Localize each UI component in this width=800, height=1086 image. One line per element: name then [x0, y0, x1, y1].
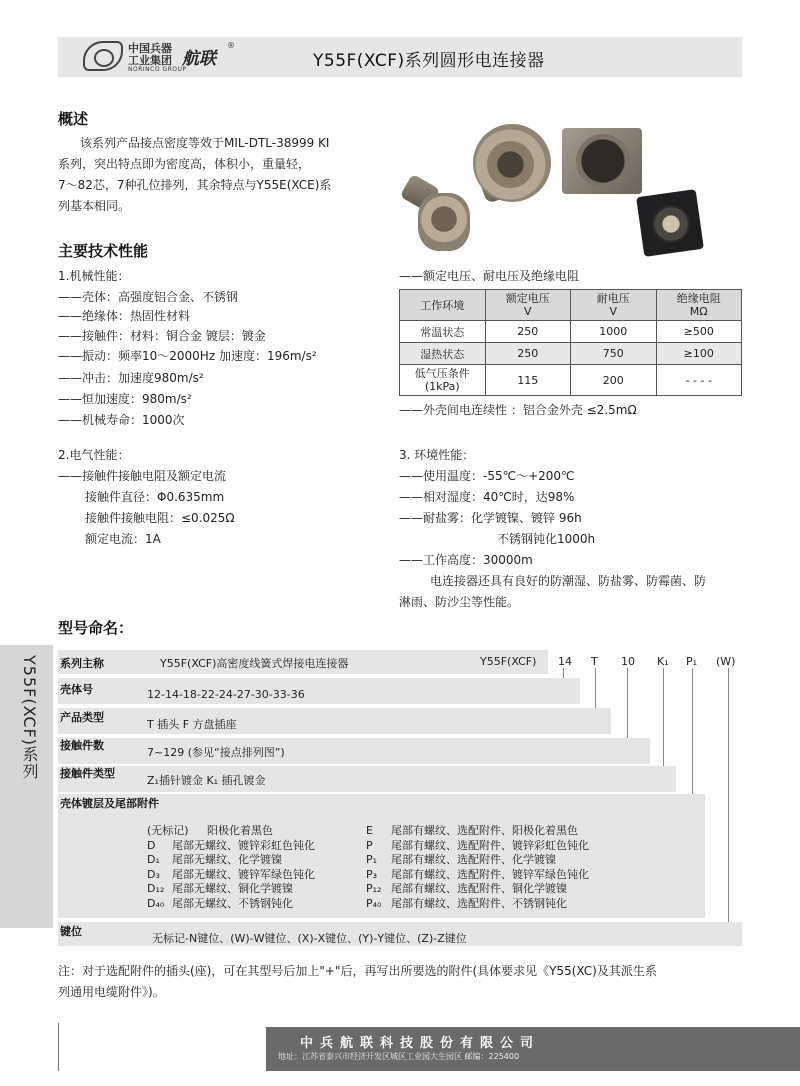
plating-desc: 尾部有螺纹、选配附件、铜化学镀镍	[391, 882, 567, 896]
naming-text: Y55F(XCF)高密度线簧式焊接电连接器	[160, 657, 349, 670]
plating-code: D₃	[147, 867, 160, 881]
naming-label: 接触件数	[60, 739, 104, 752]
plating-desc: 尾部有螺纹、选配附件、镀锌彩虹色钝化	[391, 838, 589, 852]
plating-code: D₁₂	[147, 882, 165, 896]
plating-desc: 尾部无螺纹、镀锌彩虹色钝化	[172, 838, 315, 852]
plating-desc: 尾部有螺纹、选配附件、化学镀镍	[391, 853, 556, 867]
connector-line	[595, 668, 596, 708]
mechanical-item: ——机械寿命：1000次	[58, 413, 185, 427]
environmental-note-line: 淋雨、防沙尘等性能。	[399, 595, 520, 609]
series-side-label: Y55F(XCF)系列	[20, 655, 39, 780]
table-cell: 低气压条件 (1kPa)	[400, 365, 486, 396]
mechanical-item: ——接触件：材料：铜合金 镀层：镀金	[58, 329, 266, 343]
overview-line-4: 列基本相同。	[58, 199, 131, 213]
mechanical-item: ——绝缘体：热固性材料	[58, 309, 191, 323]
connector-line	[663, 668, 664, 766]
plating-code: P₁	[366, 853, 378, 867]
connector-line	[728, 668, 729, 922]
plating-code: D₄₀	[147, 896, 165, 910]
table-cell: 115	[485, 365, 571, 396]
plating-desc: 尾部有螺纹、选配附件、阳极化着黑色	[391, 824, 578, 837]
table-row	[400, 343, 742, 365]
connector-photo-small-plug	[418, 193, 470, 251]
page-title: Y55F(XCF)系列圆形电连接器	[313, 51, 545, 71]
plating-code: D₁	[147, 853, 160, 867]
plating-desc: 尾部无螺纹、化学镀镍	[172, 853, 282, 867]
environmental-item: 不锈钢钝化1000h	[497, 532, 596, 546]
table-cell: 250	[485, 343, 571, 365]
environmental-note-line: 电连接器还具有良好的防潮湿、防盐雾、防霉菌、防	[430, 574, 707, 588]
code-part-key: (W)	[716, 655, 736, 668]
environmental-item: ——相对湿度：40℃时，达98%	[399, 490, 575, 504]
company-address: 地址：江苏省泰兴市经济开发区城区工业园大生园区 邮编：225400	[278, 1052, 520, 1061]
plating-code: P₁₂	[366, 882, 382, 896]
connector-photo-receptacle-face	[576, 134, 630, 188]
naming-row-bg	[58, 708, 611, 734]
plating-desc: 尾部有螺纹、选配附件、镀锌军绿色钝化	[391, 867, 589, 881]
company-name: 中兵航联科技股份有限公司	[300, 1036, 541, 1051]
code-part-plating: P₁	[686, 655, 698, 668]
plating-code: P₃	[366, 867, 378, 881]
specs-heading: 主要技术性能	[58, 242, 149, 260]
table-header: 耐电压 V	[571, 290, 657, 321]
shell-continuity: ——外壳间电连续性 ：铝合金外壳 ≤2.5mΩ	[399, 403, 637, 417]
connector-photo-plug	[473, 124, 551, 202]
table-header: 绝缘电阻 MΩ	[656, 290, 742, 321]
connector-line	[692, 668, 693, 794]
plating-list-right	[366, 824, 589, 912]
code-part-series: Y55F(XCF)	[480, 655, 537, 668]
footer-divider	[58, 1023, 59, 1071]
naming-label: 系列主称	[60, 657, 104, 670]
naming-text: 7~129 (参见“接点排列图”)	[147, 746, 285, 759]
table-row	[400, 321, 742, 343]
electrical-table	[399, 289, 742, 396]
table-cell: 750	[571, 343, 657, 365]
naming-text: 12-14-18-22-24-27-30-33-36	[147, 688, 305, 701]
naming-heading: 型号命名：	[58, 619, 134, 637]
naming-note-line: 列通用电缆附件》)。	[58, 985, 165, 999]
table-cell: 200	[571, 365, 657, 396]
table-caption: ——额定电压、耐电压及绝缘电阻	[399, 269, 580, 283]
electrical-item: 额定电流：1A	[85, 532, 161, 546]
code-part-contact-type: K₁	[657, 655, 669, 668]
naming-label: 壳体号	[60, 683, 93, 696]
plating-code: P₄₀	[366, 896, 382, 910]
table-cell: 250	[485, 321, 571, 343]
overview-heading: 概述	[58, 110, 89, 128]
overview-line-2: 系列，突出特点即为密度高，体积小，重量轻，	[58, 157, 311, 171]
naming-label: 产品类型	[60, 711, 104, 724]
table-cell: ≥500	[656, 321, 742, 343]
logo-cn-text: 中国兵器 工业集团	[128, 42, 172, 67]
plating-code: E	[366, 824, 373, 837]
naming-text: Z₁插针镀金 K₁ 插孔镀金	[147, 774, 266, 787]
brand-name: 航联	[182, 49, 216, 69]
naming-note-line: 注：对于选配附件的插头(座)，可在其型号后加上"+"后，再写出所要选的附件(具体要求见《Y55(XC)及其派生系	[58, 964, 657, 978]
logo-en-text: NORINCO GROUP	[128, 66, 187, 73]
table-cell: 常温状态	[400, 321, 486, 343]
table-header: 工作环境	[400, 290, 486, 321]
electrical-title: 2.电气性能：	[58, 448, 130, 462]
plating-desc: 尾部无螺纹、镀锌军绿色钝化	[172, 867, 315, 881]
environmental-item: ——工作高度：30000m	[399, 553, 533, 567]
naming-label: 键位	[60, 925, 82, 938]
table-cell: 1000	[571, 321, 657, 343]
electrical-item: 接触件直径：Φ0.635mm	[85, 490, 225, 504]
plating-desc: 阳极化着黑色	[207, 824, 273, 837]
connector-line	[563, 668, 564, 678]
naming-text: T 插头 F 方盘插座	[147, 718, 237, 731]
mechanical-item: ——壳体：高强度铝合金、不锈钢	[58, 290, 239, 304]
plating-code: (无标记)	[147, 824, 189, 837]
code-part-type: T	[591, 655, 598, 668]
plating-desc: 尾部无螺纹、不锈钢钝化	[172, 896, 293, 910]
table-cell: - - - -	[656, 365, 742, 396]
connector-line	[627, 668, 628, 738]
electrical-item: 接触件接触电阻：≤0.025Ω	[85, 511, 235, 525]
plating-desc: 尾部无螺纹、铜化学镀镍	[172, 882, 293, 896]
mechanical-item: ——振动：频率10～2000Hz 加速度：196m/s²	[58, 349, 317, 363]
environmental-item: ——耐盐雾：化学镀镍、镀锌 96h	[399, 511, 582, 525]
environmental-title: 3. 环境性能：	[399, 448, 475, 462]
naming-row-bg	[58, 678, 580, 704]
table-header: 额定电压 V	[485, 290, 571, 321]
environmental-item: ——使用温度：-55℃～+200℃	[399, 469, 575, 483]
electrical-item: ——接触件接触电阻及额定电流	[58, 469, 227, 483]
naming-text: 无标记-N键位、(W)-W键位、(X)-X键位、(Y)-Y键位、(Z)-Z键位	[152, 932, 467, 945]
plating-code: D	[147, 838, 156, 852]
mechanical-item: ——恒加速度：980m/s²	[58, 392, 192, 406]
code-part-contacts: 10	[621, 655, 635, 668]
plating-code: P	[366, 838, 373, 852]
overview-line-3: 7～82芯，7种孔位排列，其余特点与Y55E(XCE)系	[58, 178, 332, 192]
overview-line-1: 该系列产品接点密度等效于MIL-DTL-38999 KI	[80, 136, 330, 150]
mechanical-item: ——冲击：加速度980m/s²	[58, 371, 204, 385]
table-cell: 湿热状态	[400, 343, 486, 365]
naming-label: 壳体镀层及尾部附件	[60, 797, 159, 810]
mechanical-title: 1.机械性能：	[58, 269, 130, 283]
plating-desc: 尾部有螺纹、选配附件、不锈钢钝化	[391, 896, 567, 910]
table-cell: ≥100	[656, 343, 742, 365]
naming-label: 接触件类型	[60, 767, 115, 780]
table-row	[400, 365, 742, 396]
code-part-shell: 14	[558, 655, 572, 668]
plating-list-left	[147, 824, 315, 912]
registered-mark: ®	[227, 41, 235, 50]
